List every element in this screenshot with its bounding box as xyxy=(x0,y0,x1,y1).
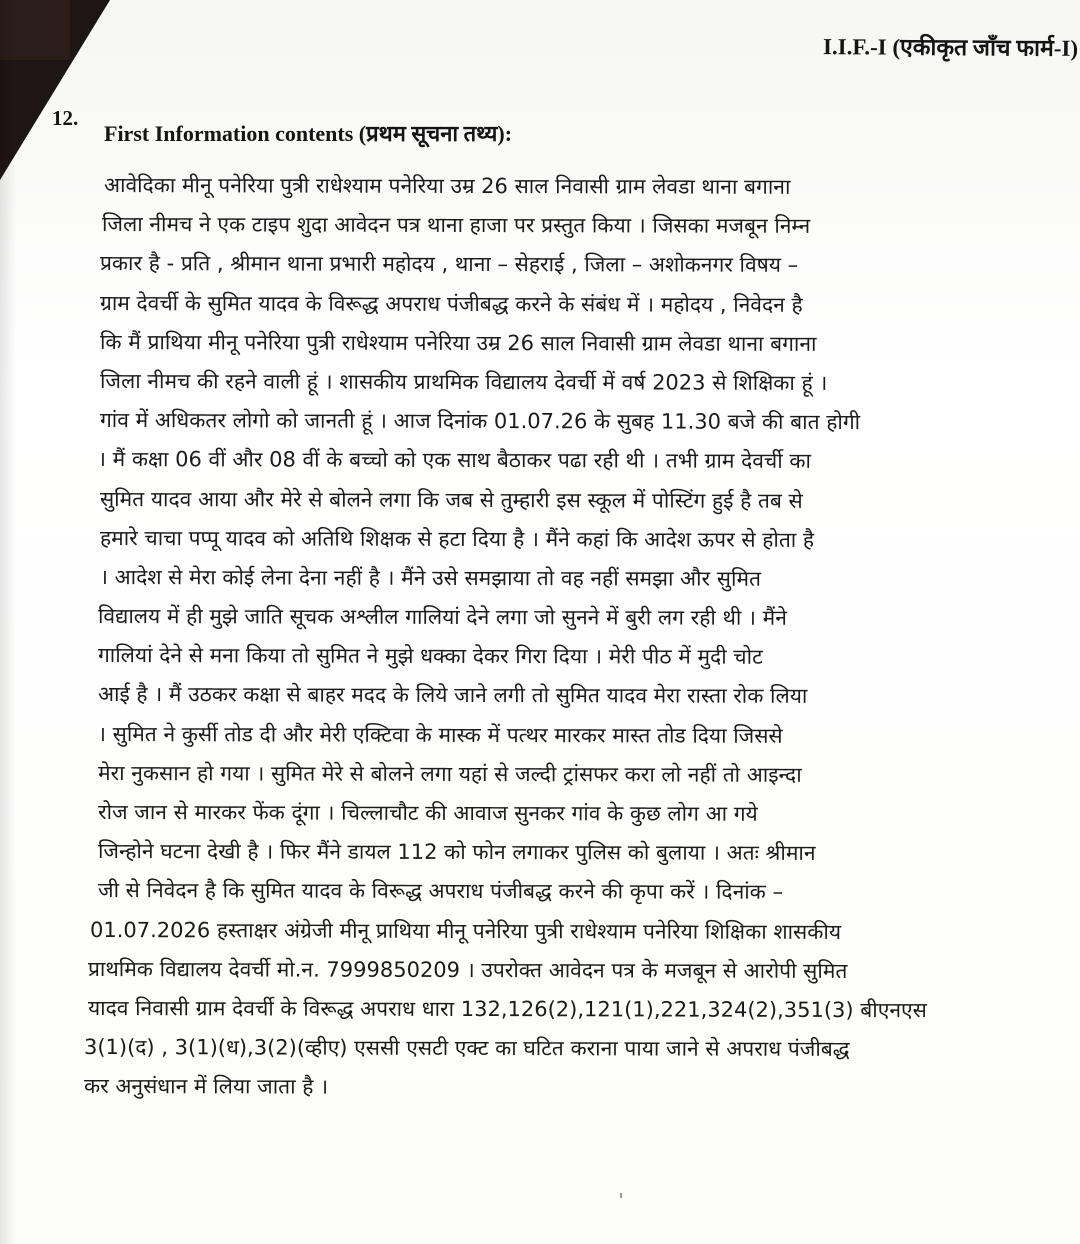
section-number: 12. xyxy=(52,106,79,130)
body-line: हमारे चाचा पप्पू यादव को अतिथि शिक्षक से हटा दिया है । मैंने कहां कि आदेश ऊपर से होता है xyxy=(99,525,815,552)
page-edge-shadow xyxy=(0,0,16,1244)
body-line: आई है । मैं उठकर कक्षा से बाहर मदद के लिये जाने लगी तो सुमित यादव मेरा रास्ता रोक लिया xyxy=(97,682,808,709)
body-line: गालियां देने से मना किया तो सुमित ने मुझे धक्का देकर गिरा दिया । मेरी पीठ में मुदी चोट xyxy=(97,643,763,670)
form-title: I.I.F.-I (एकीकृत जाँच फार्म-I) xyxy=(822,34,1079,61)
body-line: । मैं कक्षा 06 वीं और 08 वीं के बच्चो को एक साथ बैठाकर पढा रही थी । तभी ग्राम देवर्ची का xyxy=(97,447,811,474)
body-line: 3(1)(द) , 3(1)(ध),3(2)(व्हीए) एससी एसटी एक्ट का घटित कराना पाया जाने से अपराध पंजीबद्ध xyxy=(83,1035,850,1062)
body-line: मेरा नुकसान हो गया । सुमित मेरे से बोलने लगा यहां से जल्दी ट्रांसफर करा लो नहीं तो आइन्दा xyxy=(97,760,802,787)
body-line: जिला नीमच की रहने वाली हूं । शासकीय प्राथमिक विद्यालय देवर्ची में वर्ष 2023 से शिक्षिका हूं । xyxy=(99,368,828,395)
body-line: यादव निवासी ग्राम देवर्ची के विरूद्ध अपराध धारा 132,126(2),121(1),221,324(2),351(3) बीएनएस xyxy=(87,995,927,1023)
body-line: गांव में अधिकतर लोगो को जानती हूं । आज दिनांक 01.07.26 के सुबह 11.30 बजे की बात होगी xyxy=(99,408,861,435)
body-line: प्रकार है - प्रति , श्रीमान थाना प्रभारी महोदय , थाना – सेहराई , जिला – अशोकनगर विषय – xyxy=(99,251,799,278)
body-line: विद्यालय में ही मुझे जाति सूचक अश्लील गालियां देने लगा जो सुनने में बुरी लग रही थी । मैंने xyxy=(97,604,787,630)
paper-speck xyxy=(620,1193,622,1198)
first-information-body xyxy=(84,166,1064,1107)
body-line: । आदेश से मेरा कोई लेना देना नहीं है । मैंने उसे समझाया तो वह नहीं समझा और सुमित xyxy=(99,564,762,591)
body-line: रोज जान से मारकर फेंक दूंगा । चिल्लाचौट की आवाज सुनकर गांव के कुछ लोग आ गये xyxy=(97,800,758,826)
body-line: ग्राम देवर्ची के सुमित यादव के विरूद्ध अपराध पंजीबद्ध करने के संबंध में । महोदय , निवेदन है xyxy=(99,290,803,317)
body-line: आवेदिका मीनू पनेरिया पुत्री राधेश्याम पनेरिया उम्र 26 साल निवासी ग्राम लेवडा थाना बगाना xyxy=(103,173,791,199)
body-line: प्राथमिक विद्यालय देवर्ची मो.न. 7999850209 । उपरोक्त आवेदन पत्र के मजबून से आरोपी सुमित xyxy=(87,956,848,983)
body-line: जिन्होने घटना देखी है । फिर मैंने डायल 112 को फोन लगाकर पुलिस को बुलाया । अतः श्रीमान xyxy=(97,839,816,866)
body-line: जिला नीमच ने एक टाइप शुदा आवेदन पत्र थाना हाजा पर प्रस्तुत किया । जिसका मजबून निम्न xyxy=(101,212,811,239)
body-line: सुमित यादव आया और मेरे से बोलने लगा कि जब से तुम्हारी इस स्कूल में पोस्टिंग हुई है तब से xyxy=(99,486,803,513)
body-line: । सुमित ने कुर्सी तोड दी और मेरी एक्टिवा के मास्क में पत्थर मारकर मास्त तोड दिया जिससे xyxy=(97,721,783,748)
body-line: 01.07.2026 हस्ताक्षर अंग्रेजी मीनू प्राथिया मीनू पनेरिया पुत्री राधेश्याम पनेरिया शिक्षिका शासकीय xyxy=(89,917,842,944)
section-heading: First Information contents (प्रथम सूचना तथ्य): xyxy=(104,121,513,146)
body-line: कर अनुसंधान में लिया जाता है । xyxy=(83,1074,329,1099)
body-line: कि मैं प्राथिया मीनू पनेरिया पुत्री राधेश्याम पनेरिया उम्र 26 साल निवासी ग्राम लेवडा थाना बगाना xyxy=(99,329,817,356)
body-line: जी से निवेदन है कि सुमित यादव के विरूद्ध अपराध पंजीबद्ध करने की कृपा करें । दिनांक – xyxy=(97,878,784,905)
